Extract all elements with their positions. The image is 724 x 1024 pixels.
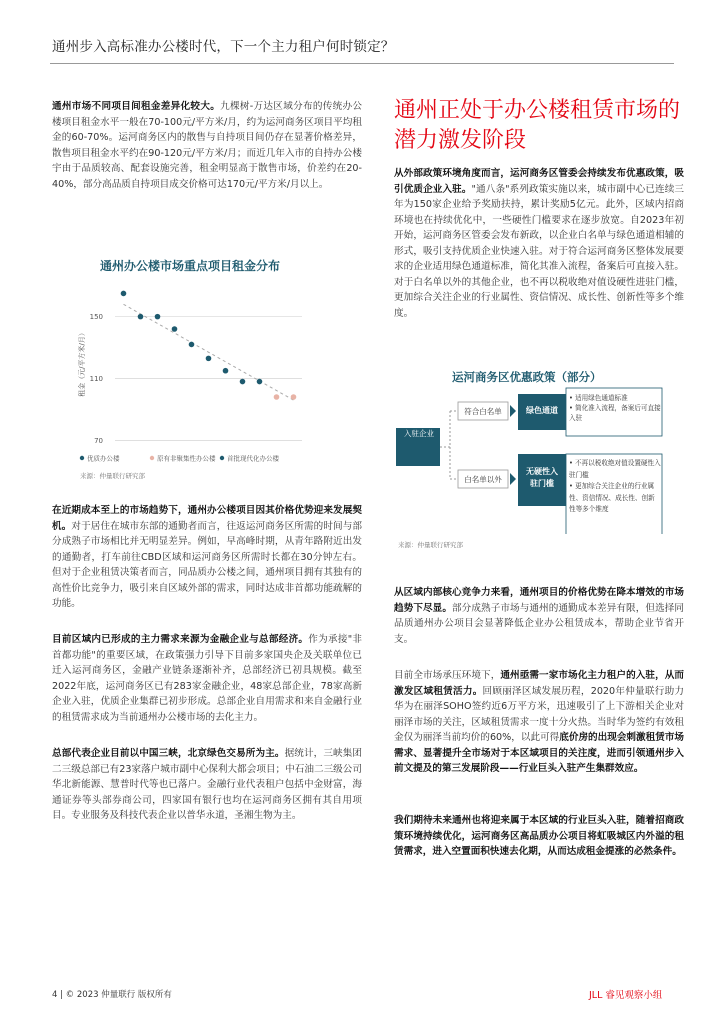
right-p2-lead: 从区域内部核心竞争力来看，通州项目的价格优势在降本增效的市场趋势下尽显。 [394,587,684,614]
right-paragraph-4 [394,813,684,860]
left-p1-lead: 通州市场不同项目间租金差异化较大。 [52,101,221,112]
header-divider [50,63,674,64]
page-header-title: 通州步入高标准办公楼时代，下一个主力租户何时锁定？ [52,39,395,55]
chart-point-premium [206,356,212,362]
chart-point-premium [223,368,229,374]
right-paragraph-3 [394,668,684,777]
left-p4-lead: 总部代表企业目前以中国三峡，北京绿色交易所为主。 [52,748,285,759]
right-p2-body: 部分成熟子市场与通州的通勤成本差异有限，但选择同品质通州办公项目会显著降低企业办公租赁成本，帮助企业节省开支。 [394,602,684,645]
chart-point-premium [155,314,161,320]
diagram-bullets1 [569,393,661,423]
chart-point-premium [138,314,144,320]
left-paragraph-3 [52,632,362,725]
chart-point-premium [172,326,178,332]
right-paragraph-2 [394,585,684,647]
chart-legend-label: 首批现代化办公楼 [227,454,279,463]
right-p1-lead: 从外部政策环境角度而言，运河商务区管委会持续发布优惠政策，吸引优质企业入驻。 [394,168,684,195]
left-p1-body: 九棵树-万达区域分布的传统办公楼项目租金水平一般在70-100元/平方米/月，约为运河商务区项目平均租金的60-70%。运河商务区内的散售与自持项目间仍存在显著价格差异，散售项目租金水平约在90-120元/平方米/月；而近几年入市的自持办公楼宇由于品质较高、配套设施完善，租金明显高于散售市场，价差约在20-40%，部分高品质自持项目成交价格可达170元/平方米/月以上。 [52,101,363,190]
chart-trend-line [124,304,294,400]
diagram-branch1-label: 符合白名单 [464,407,502,416]
right-p3-emphasis: 底价房的出现会刺激租赁市场需求、显著提升全市场对于本区域项目的关注度，进而引领通州步入前文提及的第三发展阶段——行业巨头入驻产生集群效应。 [394,732,685,774]
chart-source: 来源：仲量联行研究部 [80,472,145,480]
chart-point-premium [240,379,246,385]
diagram-arrow-1 [510,405,516,417]
right-p4-text: 我们期待未来通州也将迎来属于本区域的行业巨头入驻，随着招商政策环境持续优化，运河商务区高品质办公项目将虹吸城区内外溢的租赁需求，进入空置面积快速去化期，从而达成租金提涨的必然条件。 [394,815,684,857]
diagram-bullet: • 更加综合关注企业的行业属性、资信情况、成长性、创新性等多个维度 [569,482,655,513]
section-title: 通州正处于办公楼租赁市场的潜力激发阶段 [394,98,681,153]
left-paragraph-2 [52,503,362,612]
rent-scatter-chart [70,270,310,485]
diagram-branch2-label: 白名单以外 [464,475,502,484]
diagram-arrow-2 [510,473,516,485]
left-paragraph-4 [52,746,362,824]
diagram-bullet: • 适用绿色通道标准 [569,394,628,402]
right-p3-body: 回顾丽泽区域发展历程，2020年仲量联行助力华为在丽泽SOHO签约近6万平方米，迅速吸引了上下游相关企业对丽泽市场的关注，区域租赁需求一度十分火热。当时华为签约有效租金仅为丽泽当前均价的60%，以此可得 [394,685,684,743]
chart-legend-marker [80,456,84,460]
diagram-bullet: • 简化准入流程，备案后可直接入驻 [569,404,661,422]
chart-point-premium [121,291,127,297]
chart-y-tick-label: 70 [94,436,103,445]
diagram-threshold-label: 无硬性入驻门槛 [526,467,558,488]
left-p2-body: 对于居住在城市东部的通勤者而言，往返运河商务区所需的时间与部分成熟子市场相比并无明显差异。例如，早高峰时期，从青年路附近出发的通勤者，打车前往CBD区域和运河商务区所需时长都在30分钟左右。但对于企业租赁决策者而言，同品质办公楼之间，通州项目拥有其独有的高性价比竞争力，吸引来自区域外部的需求，同时达成非首都功能疏解的功能。 [52,520,363,609]
right-paragraph-1 [394,166,684,321]
right-p1-body: "通八条"系列政策实施以来，城市副中心已连续三年为150家企业给予奖励扶持，累计奖励5亿元。此外，区域内招商环境也在持续优化中，一些硬性门槛要求在逐步放宽。自2023年初开始，运河商务区管委会发布新政，以企业白名单与绿色通道相辅的形式，吸引支持优质企业快速入驻。对于符合运河商务区整体发展要求的企业适用绿色通道标准，简化其准入流程，备案后可直接入驻。对于白名单以外的其他企业，也不再以税收绝对值设硬性进驻门槛，更加综合关注企业的行业属性、资信情况、成长性、创新性等多个维度。 [394,183,685,319]
chart-legend-label: 原有非聚集性办公楼 [157,454,216,463]
diagram-source: 来源：仲量联行研究部 [398,541,463,549]
diagram-green-label: 绿色通道 [526,406,558,415]
right-p3-lead: 通州亟需一家市场化主力租户的入驻，从而激发区域租赁活力。 [394,670,685,697]
footer-brand: JLL 睿见观察小组 [589,990,663,1001]
diagram-bullets2 [569,458,661,516]
left-p2-lead: 在近期成本至上的市场趋势下，通州办公楼项目因其价格优势迎来发展契机。 [52,505,362,532]
chart-point-premium [257,379,263,385]
chart-point-premium [189,342,195,348]
chart-legend-marker [220,456,224,460]
diagram-bullet: • 不再以税收绝对值设置硬性入驻门槛 [569,459,661,479]
chart-legend-label: 优质办公楼 [87,454,120,463]
footer-copyright: 4 | © 2023 仲量联行 版权所有 [52,990,172,1000]
diagram-title: 运河商务区优惠政策（部分） [452,370,602,384]
left-paragraph-1 [52,99,362,192]
chart-title: 通州办公楼市场重点项目租金分布 [100,259,281,273]
chart-y-tick-label: 110 [89,374,103,383]
chart-point-legacy [291,394,297,400]
diagram-root-label: 入驻企业 [404,429,434,438]
chart-legend-marker [150,456,154,460]
left-p3-body: 作为承接"非首都功能"的重要区域，在政策强力引导下目前多家国央企及关联单位已迁入运河商务区，金融产业链条逐渐补齐，总部经济已初具规模。截至2022年底，运河商务区已有283家金融企业，48家总部企业，78家高新企业入驻，优质企业集群已初步形成。总部企业自用需求和来自金融行业的租赁需求成为当前通州办公楼市场的去化主力。 [52,634,362,723]
chart-y-tick-label: 150 [89,313,103,322]
right-p3-pre: 目前全市场承压环境下， [394,670,501,681]
left-p3-lead: 目前区域内已形成的主力需求来源为金融企业与总部经济。 [52,634,309,645]
left-p4-body: 据统计，三峡集团二三级总部已有23家落户城市副中心保利大都会项目；中石油二三级公司华北新能源、慧普时代等也已落户。金融行业代表租户包括中金财富，海通证券等头部券商公司，四家国有银行也均在运河商务区拥有其自用项目。专业服务及科技代表企业以普华永道，圣湘生物为主。 [52,748,363,821]
chart-point-legacy [274,394,280,400]
chart-y-axis-label: 租金（元/平方米/月） [78,329,86,397]
